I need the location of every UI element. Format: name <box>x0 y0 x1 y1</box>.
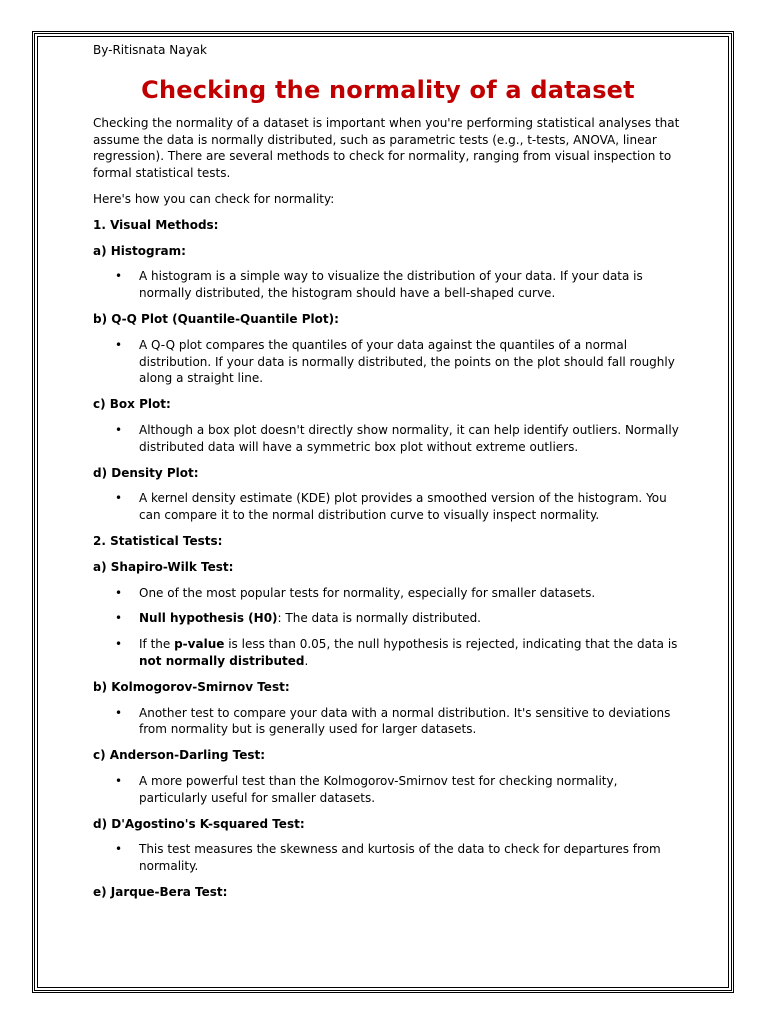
subheading-density-plot: d) Density Plot: <box>93 465 199 480</box>
histogram-list <box>93 268 683 302</box>
bullet-icon: • <box>115 422 123 437</box>
list-item <box>93 337 683 387</box>
subheading-shapiro-wilk: a) Shapiro-Wilk Test: <box>93 559 234 574</box>
section-heading-statistical-tests: 2. Statistical Tests: <box>93 533 223 548</box>
subheading-kolmogorov-smirnov: b) Kolmogorov-Smirnov Test: <box>93 679 290 694</box>
subheading-jarque-bera: e) Jarque-Bera Test: <box>93 884 228 899</box>
author-line: By-Ritisnata Nayak <box>93 43 207 57</box>
list-item <box>93 422 683 456</box>
bullet-icon: • <box>115 637 123 652</box>
list-item <box>93 268 683 302</box>
list-item-text: A kernel density estimate (KDE) plot provides a smoothed version of the histogram. You can compare it to the normal distribution curve to visually inspect normality. <box>139 491 667 523</box>
list-item-text: One of the most popular tests for normality, especially for smaller datasets. <box>139 585 596 600</box>
anderson-darling-list <box>93 773 683 807</box>
bullet-icon: • <box>115 611 123 626</box>
shapiro-wilk-list <box>93 585 683 670</box>
subheading-box-plot: c) Box Plot: <box>93 397 171 412</box>
list-item-text: A more powerful test than the Kolmogorov-Smirnov test for checking normality, particularly useful for smaller datasets. <box>139 773 618 805</box>
list-item-text: Although a box plot doesn't directly show normality, it can help identify outliers. Normally distributed data will have a symmetric box plot without extreme outliers. <box>139 422 679 454</box>
subheading-histogram: a) Histogram: <box>93 243 186 258</box>
list-item-text: is less than 0.05, the null hypothesis is rejected, indicating that the data is <box>224 637 678 652</box>
lead-in-paragraph: Here's how you can check for normality: <box>93 191 335 206</box>
subheading-anderson-darling: c) Anderson-Darling Test: <box>93 748 266 763</box>
list-item <box>93 490 683 524</box>
bold-term: Null hypothesis (H0) <box>139 611 278 626</box>
bullet-icon: • <box>115 491 123 506</box>
bold-term: p-value <box>174 637 225 652</box>
list-item-text: . <box>304 653 309 668</box>
density-plot-list <box>93 490 683 524</box>
list-item-text: A histogram is a simple way to visualize the distribution of your data. If your data is normally distributed, the histogram should have a bell-shaped curve. <box>139 269 643 301</box>
bullet-icon: • <box>115 842 123 857</box>
bullet-icon: • <box>115 773 123 788</box>
bullet-icon: • <box>115 705 123 720</box>
bullet-icon: • <box>115 585 123 600</box>
bullet-icon: • <box>115 269 123 284</box>
list-item-text: If the <box>139 637 175 652</box>
list-item <box>93 773 683 807</box>
kolmogorov-smirnov-list <box>93 705 683 739</box>
bullet-icon: • <box>115 337 123 352</box>
list-item-text: Another test to compare your data with a normal distribution. It's sensitive to deviations from normality but is generally used for larger datasets. <box>139 705 671 737</box>
section-heading-visual-methods: 1. Visual Methods: <box>93 217 219 232</box>
dagostino-list <box>93 841 683 875</box>
subheading-dagostino: d) D'Agostino's K-squared Test: <box>93 816 305 831</box>
bold-term: not normally distributed <box>139 653 305 668</box>
box-plot-list <box>93 422 683 456</box>
list-item <box>93 841 683 875</box>
list-item-text: This test measures the skewness and kurtosis of the data to check for departures from normality. <box>139 842 661 874</box>
qq-plot-list <box>93 337 683 387</box>
list-item <box>93 636 683 670</box>
list-item <box>93 705 683 739</box>
list-item-text: : The data is normally distributed. <box>277 611 481 626</box>
document-title: Checking the normality of a dataset <box>141 75 635 104</box>
list-item-text: A Q-Q plot compares the quantiles of your data against the quantiles of a normal distribution. If your data is normally distributed, the points on the plot should fall roughly along a straight line. <box>139 337 675 386</box>
intro-paragraph: Checking the normality of a dataset is important when you're performing statistical analyses that assume the data is normally distributed, such as parametric tests (e.g., t-tests, ANOVA, linear regression). There are several methods to check for normality, ranging from visual inspection to formal statistical tests. <box>93 115 680 181</box>
list-item <box>93 610 683 627</box>
subheading-qq-plot: b) Q-Q Plot (Quantile-Quantile Plot): <box>93 311 339 326</box>
document-body <box>93 42 683 910</box>
list-item <box>93 585 683 602</box>
